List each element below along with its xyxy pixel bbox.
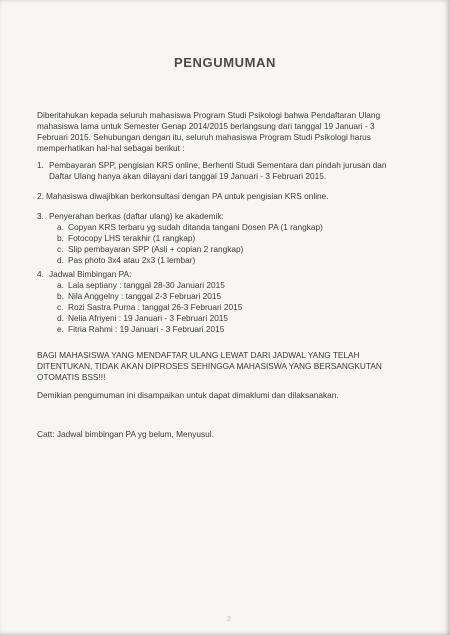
list-item-3 bbox=[37, 211, 409, 266]
intro-paragraph bbox=[37, 110, 407, 154]
sub-item bbox=[57, 313, 409, 324]
sub-item-text: Pas photo 3x4 atau 2x3 (1 lembar) bbox=[68, 255, 196, 265]
sub-item-letter: e. bbox=[57, 324, 64, 334]
sub-item-text: Rozi Sastra Purna : tanggal 26-3 Februari 2015 bbox=[68, 302, 243, 312]
list-item-text: Mahasiswa diwajibkan berkonsultasi dengan PA untuk pengisian KRS online. bbox=[46, 191, 329, 201]
sub-item bbox=[57, 302, 409, 313]
list-item-text: Pembayaran SPP, pengisian KRS online, Berhenti Studi Sementara dan pindah jurusan dan bbox=[49, 160, 387, 170]
closing-statement bbox=[37, 390, 407, 401]
page-title: PENGUMUMAN bbox=[173, 55, 277, 70]
sub-item bbox=[57, 324, 409, 335]
sub-item-text: Fitria Rahmi : 19 Januari - 3 Februari 2015 bbox=[68, 324, 225, 334]
sub-item bbox=[57, 255, 409, 266]
list-item-number: 2. bbox=[37, 191, 44, 201]
sub-item bbox=[57, 233, 409, 244]
page-mark: 2 bbox=[227, 616, 231, 623]
sub-item-text: Fotocopy LHS terakhir (1 rangkap) bbox=[68, 233, 196, 243]
list-item-number: 3. bbox=[37, 211, 44, 221]
intro-line: Februari 2015. Sehubungan dengan itu, seluruh mahasiswa Program Studi Psikologi harus bbox=[37, 132, 371, 142]
sub-item bbox=[57, 244, 409, 255]
sub-item bbox=[57, 222, 409, 233]
sub-item-letter: d. bbox=[57, 255, 64, 265]
sub-item-letter: b. bbox=[57, 233, 64, 243]
sub-item-letter: c. bbox=[57, 302, 64, 312]
warning-line: OTOMATIS BSS!!! bbox=[37, 372, 106, 382]
list-item-4 bbox=[37, 269, 409, 335]
list-item-text: Daftar Ulang hanya akan dilayani dari tanggal 19 Januari - 3 Februari 2015. bbox=[49, 171, 327, 181]
sub-item bbox=[57, 291, 409, 302]
sub-item-letter: b. bbox=[57, 291, 64, 301]
sub-item-letter: c. bbox=[57, 244, 64, 254]
sub-item-letter: a. bbox=[57, 280, 64, 290]
warning-line: DITENTUKAN, TIDAK AKAN DIPROSES SEHINGGA MAHASISWA YANG BERSANGKUTAN bbox=[37, 361, 382, 371]
note-text: Catt: Jadwal bimbingan PA yg belum, Menyusul. bbox=[37, 429, 214, 439]
sub-item-letter: a. bbox=[57, 222, 64, 232]
warning-line: BAGI MAHASISWA YANG MENDAFTAR ULANG LEWAT DARI JADWAL YANG TELAH bbox=[37, 350, 360, 360]
sub-item-text: Slip pembayaran SPP (Asli + copian 2 rangkap) bbox=[68, 244, 244, 254]
sub-item bbox=[57, 280, 409, 291]
list-item-number: 4. bbox=[37, 269, 44, 279]
sub-item-text: Nila Anggelny : tanggal 2-3 Februari 2015 bbox=[68, 291, 222, 301]
list-item-text: Jadwal Bimbingan PA: bbox=[49, 269, 132, 279]
list-item-1 bbox=[37, 160, 409, 182]
warning-notice bbox=[37, 350, 407, 383]
sub-item-text: Copyan KRS terbaru yg sudah ditanda tangani Dosen PA (1 rangkap) bbox=[68, 222, 323, 232]
sub-item-text: Nelia Afriyeni : 19 Januari - 3 Februari 2015 bbox=[68, 313, 229, 323]
list-item-text: Penyerahan berkas (daftar ulang) ke akademik: bbox=[49, 211, 224, 221]
note bbox=[37, 429, 407, 440]
intro-line: Diberitahukan kepada seluruh mahasiswa Program Studi Psikologi bahwa Pendaftaran Ulang bbox=[37, 110, 381, 120]
list-item-2 bbox=[37, 191, 409, 202]
closing-text: Demikian pengumuman ini disampaikan untuk dapat dimaklumi dan dilaksanakan. bbox=[37, 390, 339, 400]
list-item-number: 1. bbox=[37, 160, 44, 170]
intro-line: mahasiswa lama untuk Semester Genap 2014/2015 berlangsung dari tanggal 19 Januari - 3 bbox=[37, 121, 375, 131]
sub-item-letter: d. bbox=[57, 313, 64, 323]
sub-item-text: Lala septiany : tanggal 28-30 Januari 2015 bbox=[68, 280, 225, 290]
intro-line: memperhatikan hal-hal sebagai berikut : bbox=[37, 143, 185, 153]
